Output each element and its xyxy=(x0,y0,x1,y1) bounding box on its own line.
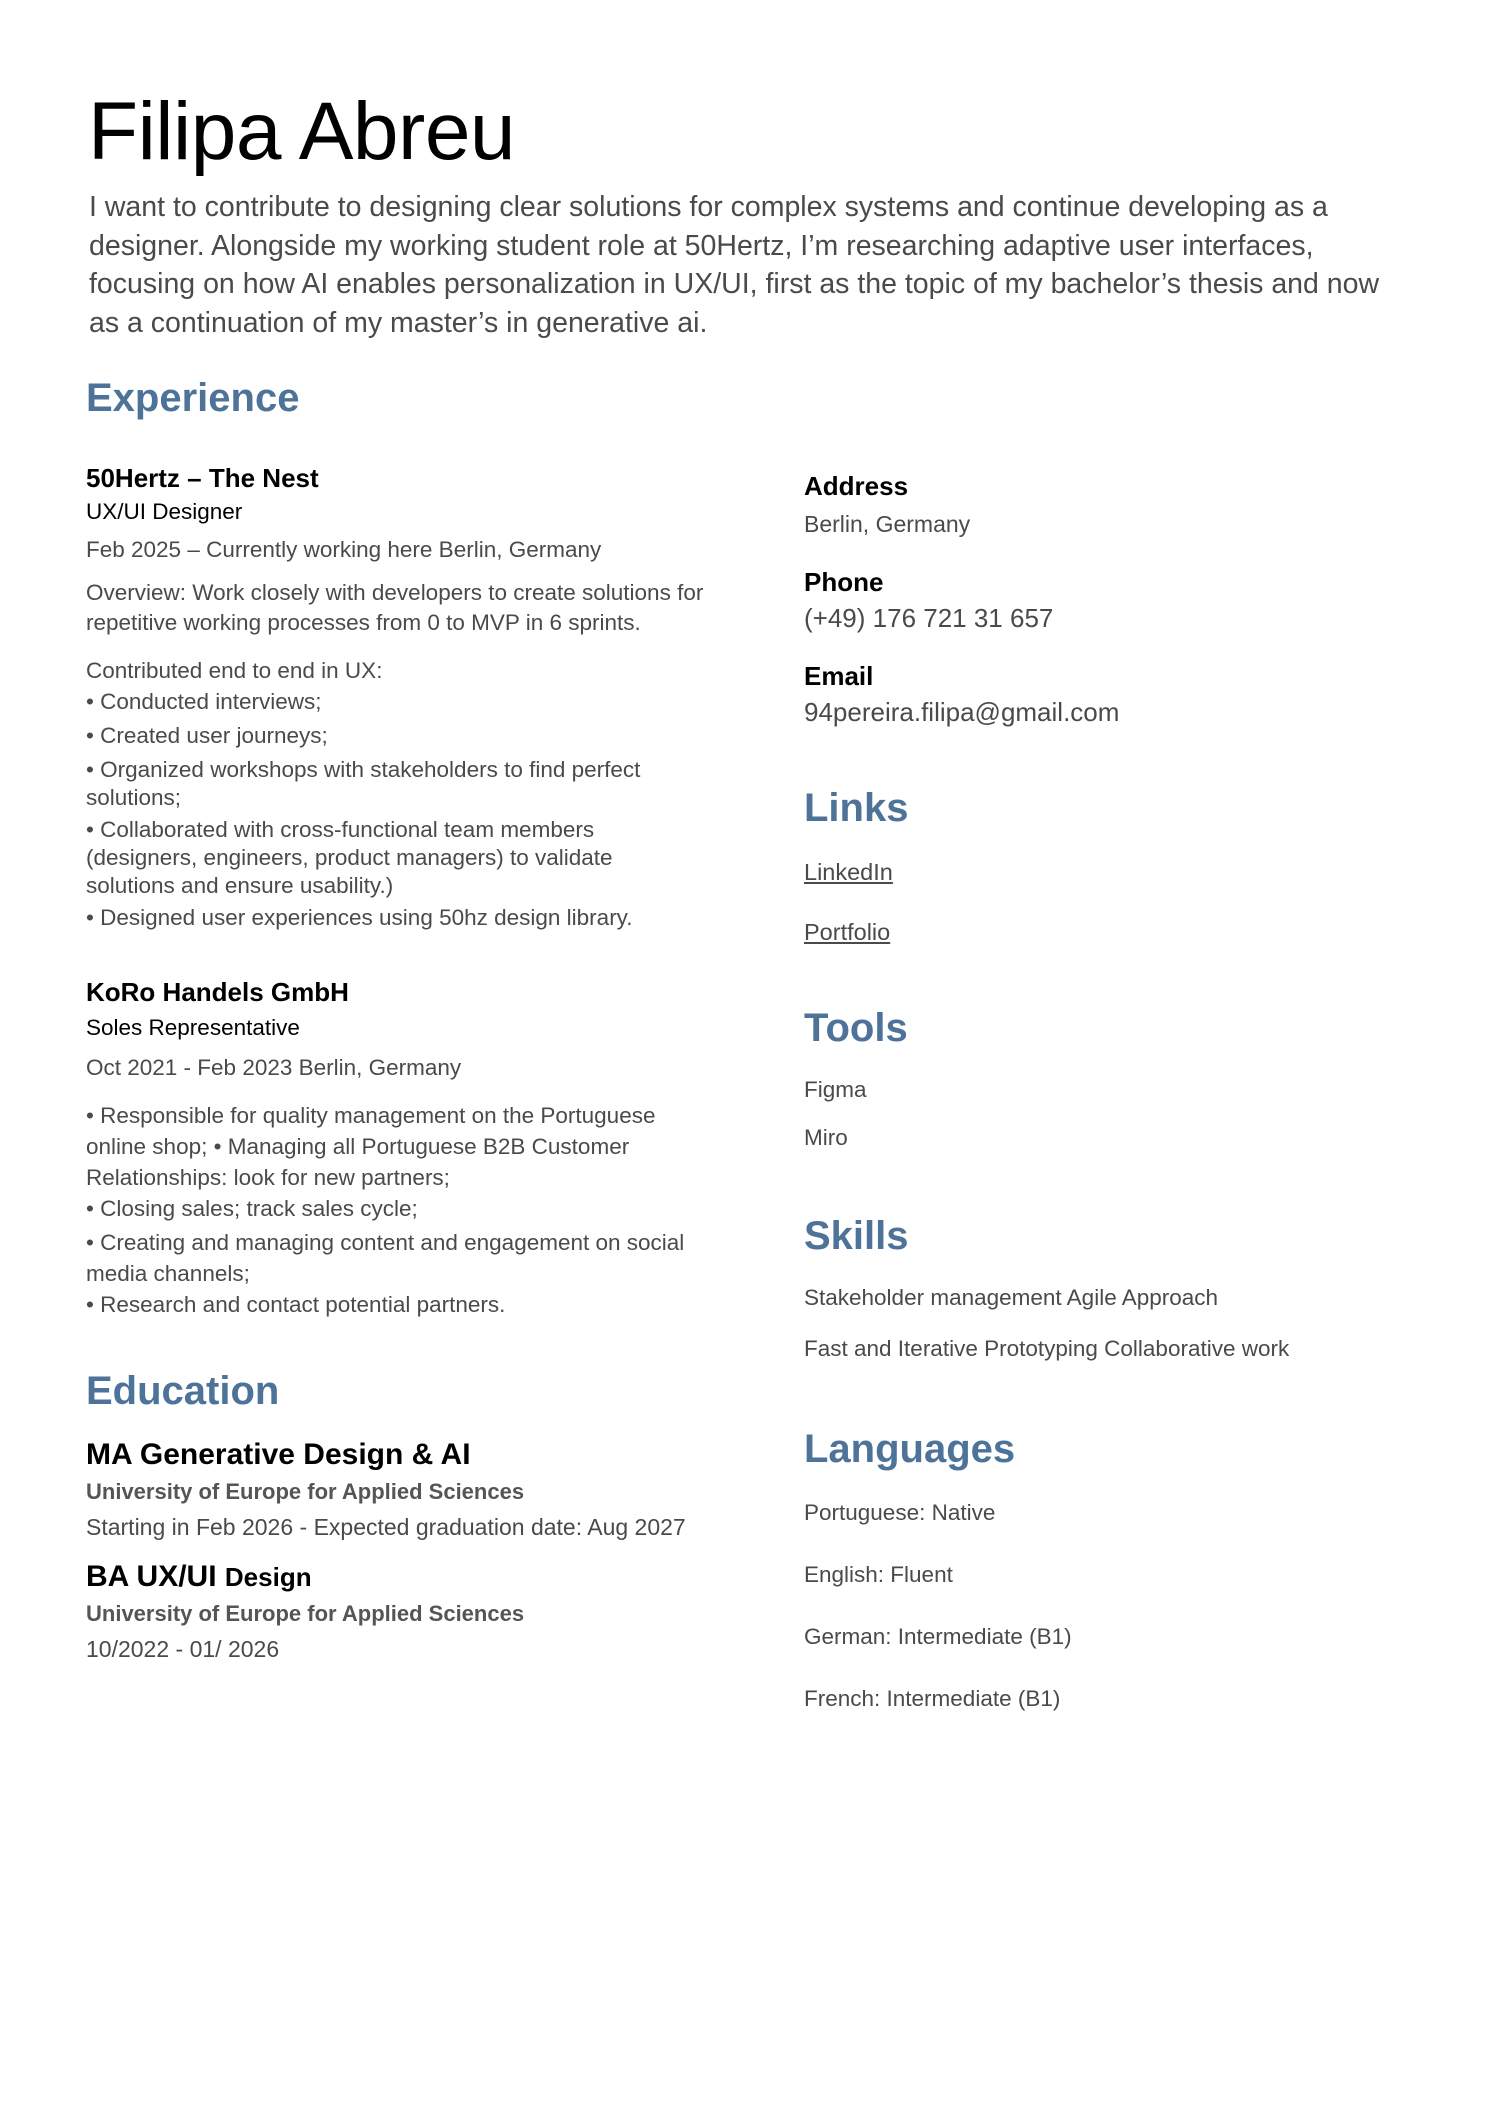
portfolio-link[interactable]: Portfolio xyxy=(804,919,891,945)
job-role: UX/UI Designer xyxy=(86,499,243,524)
language-item: Portuguese: Native xyxy=(804,1500,996,1525)
job-company: KoRo Handels GmbH xyxy=(86,977,349,1007)
address-value: Berlin, Germany xyxy=(804,511,971,537)
job-koro xyxy=(86,976,706,1319)
skill-line: Fast and Iterative Prototyping Collaborative work xyxy=(804,1336,1290,1361)
tools-heading: Tools xyxy=(804,1006,908,1050)
job-dates: Oct 2021 - Feb 2023 Berlin, Germany xyxy=(86,1055,462,1080)
email-value: 94pereira.filipa@gmail.com xyxy=(804,697,1120,727)
degree-main: MA Generative Design & AI xyxy=(86,1438,471,1471)
degree-main: BA UX/UI xyxy=(86,1560,225,1593)
education-school: University of Europe for Applied Sciences xyxy=(86,1601,525,1626)
job-intro: Contributed end to end in UX: xyxy=(86,658,383,683)
tool-item: Miro xyxy=(804,1125,848,1150)
job-bullet: • Designed user experiences using 50hz design library. xyxy=(86,905,633,930)
job-company: 50Hertz – The Nest xyxy=(86,463,319,493)
job-bullet: • Conducted interviews; xyxy=(86,689,322,714)
language-item: German: Intermediate (B1) xyxy=(804,1624,1072,1649)
candidate-name: Filipa Abreu xyxy=(88,86,516,177)
languages-heading: Languages xyxy=(804,1427,1016,1471)
tool-item: Figma xyxy=(804,1077,867,1102)
linkedin-row xyxy=(804,856,1424,888)
job-dates: Feb 2025 – Currently working here Berlin, Germany xyxy=(86,537,602,562)
skills-heading: Skills xyxy=(804,1214,909,1258)
job-bullet: • Closing sales; track sales cycle; xyxy=(86,1196,418,1221)
language-item: English: Fluent xyxy=(804,1562,953,1587)
left-column xyxy=(86,374,706,1663)
email-label: Email xyxy=(804,661,874,691)
education-item xyxy=(86,1437,706,1541)
skill-line: Stakeholder management Agile Approach xyxy=(804,1285,1219,1310)
education-dates: 10/2022 - 01/ 2026 xyxy=(86,1636,280,1662)
education-degree xyxy=(86,1559,706,1595)
language-item: French: Intermediate (B1) xyxy=(804,1686,1061,1711)
linkedin-link[interactable]: LinkedIn xyxy=(804,859,893,885)
education-dates: Starting in Feb 2026 - Expected graduation date: Aug 2027 xyxy=(86,1514,686,1540)
education-degree xyxy=(86,1437,706,1473)
education-school: University of Europe for Applied Sciences xyxy=(86,1479,525,1504)
education-item xyxy=(86,1559,706,1663)
job-50hertz xyxy=(86,462,706,932)
phone-label: Phone xyxy=(804,567,884,597)
job-bullet: • Organized workshops with stakeholders to find perfect solutions; xyxy=(86,757,641,810)
summary-paragraph: I want to contribute to designing clear solutions for complex systems and continue developing as a designer. Alongside my working student role at 50Hertz, I’m researching adaptive user interfaces, focusing on how AI enables personalization in UX/UI, first as the topic of my bachelor’s thesis and now as a continuation of my master’s in generative ai. xyxy=(89,191,1380,339)
job-bullet: • Collaborated with cross-functional team members (designers, engineers, product managers) to validate solutions and ensure usability.) xyxy=(86,817,613,898)
phone-value: (+49) 176 721 31 657 xyxy=(804,603,1054,633)
right-column xyxy=(804,470,1424,1715)
job-bullet: • Responsible for quality management on the Portuguese online shop; • Managing all Portuguese B2B Customer Relationships: look for new partners; xyxy=(86,1103,656,1190)
job-bullet: • Created user journeys; xyxy=(86,723,328,748)
job-role: Soles Representative xyxy=(86,1015,300,1040)
job-bullet: • Creating and managing content and engagement on social media channels; xyxy=(86,1230,685,1286)
experience-heading: Experience xyxy=(86,376,300,420)
job-bullet: • Research and contact potential partners. xyxy=(86,1292,506,1317)
portfolio-row xyxy=(804,916,1424,948)
degree-small: Design xyxy=(224,1562,312,1592)
job-overview: Overview: Work closely with developers to create solutions for repetitive working processes from 0 to MVP in 6 sprints. xyxy=(86,580,704,635)
links-heading: Links xyxy=(804,786,909,830)
education-heading: Education xyxy=(86,1369,280,1413)
address-label: Address xyxy=(804,471,909,501)
